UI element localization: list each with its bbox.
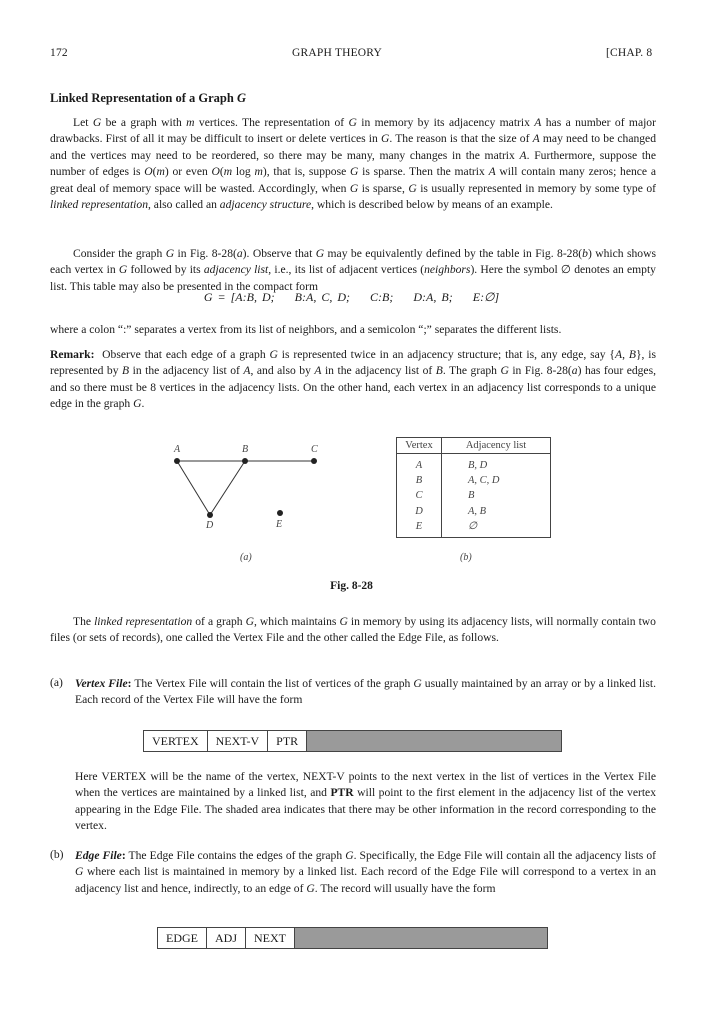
field-vertex: VERTEX (144, 731, 208, 751)
vertex-label-a: A (174, 444, 181, 455)
shaded-area (295, 928, 547, 948)
subcaption-b: (b) (460, 552, 472, 563)
chapter-label: [CHAP. 8 (606, 47, 653, 59)
table-cell-adjacency: ∅ (468, 520, 478, 532)
paragraph-example: Consider the graph G in Fig. 8-28(a). Observe that G may be equivalently defined by the table in Fig. 8-28(b) which shows each vertex in G followed by its adjacency list, i.e., its list of adjacent vertices (neighbors). Here the symbol ∅ denotes an empty list. This table may also be presented in the compact form (50, 247, 656, 293)
vertex-label-c: C (311, 444, 318, 455)
subcaption-a: (a) (240, 552, 252, 563)
table-cell-vertex: C (397, 488, 442, 503)
running-title: GRAPH THEORY (292, 47, 383, 59)
field-adj: ADJ (207, 928, 246, 948)
table-cell-adjacency: B, D (468, 460, 488, 471)
paragraph-separators: where a colon “:” separates a vertex from its list of neighbors, and a semicolon “;” separates the different lists. (50, 323, 562, 336)
list-item-vertex-file: Vertex File: The Vertex File will contain the list of vertices of the graph G usually maintained by an array or by a linked list. Each record of the Vertex File will have the form (75, 677, 656, 707)
table-cell-vertex: E (397, 519, 442, 538)
section-title: Linked Representation of a Graph G (50, 91, 246, 105)
paragraph-remark: Remark: Observe that each edge of a graph G is represented twice in an adjacency structure; that is, any edge, say {A, B}, is represented by B in the adjacency list of A, and also by A in the adjacency list of B. The graph G in Fig. 8-28(a) has four edges, and so there must be 8 vertices in the adjacency lists. On the other hand, each vertex in an adjacency list corresponds to a unique edge in the graph G. (50, 348, 656, 411)
edge-a-d (177, 461, 210, 515)
vertex-label-e: E (276, 519, 283, 530)
table-cell-vertex: D (397, 504, 442, 519)
vertex-b-dot (242, 458, 248, 464)
shaded-area (307, 731, 561, 751)
table-row (397, 519, 551, 538)
graph-figure (160, 440, 340, 540)
table-header-adjacency: Adjacency list (442, 438, 551, 454)
vertex-a-dot (174, 458, 180, 464)
field-next: NEXT (246, 928, 295, 948)
table-row (397, 504, 551, 519)
list-label-b: (b) (50, 848, 64, 861)
list-item-edge-file: Edge File: The Edge File contains the edges of the graph G. Specifically, the Edge File will contain all the adjacency lists of G where each list is maintained in memory by a linked list. Each record of the Edge File will correspond to a vertex in an adjacency list and hence, indirectly, to an edge of G. The record will usually have the form (75, 849, 657, 895)
vertex-label-b: B (242, 444, 249, 455)
figure-caption: Fig. 8-28 (330, 580, 373, 592)
table-row (397, 488, 551, 503)
table-cell-vertex: A (397, 454, 442, 474)
compact-form-formula: G = [A:B, D; B:A, C, D; C:B; D:A, B; E:∅] (203, 290, 500, 304)
vertex-d-dot (207, 512, 213, 518)
paragraph-vertex-fields: Here VERTEX will be the name of the vertex, NEXT-V points to the next vertex in the list of vertices in the Vertex File when the vertices are maintained by a linked list, and PTR will point to the first element in the adjacency list of the vertex appearing in the Edge File. The shaded area indicates that there may be other information in the record corresponding to the vertex. (75, 770, 656, 833)
edge-b-d (210, 461, 245, 515)
vertex-file-record (143, 730, 562, 752)
table-cell-adjacency: A, C, D (468, 475, 500, 487)
adjacency-table (396, 437, 551, 538)
table-row (397, 454, 551, 474)
field-edge: EDGE (158, 928, 207, 948)
vertex-e-dot (277, 510, 283, 516)
paragraph-linked: The linked representation of a graph G, which maintains G in memory by using its adjacency lists, will normally contain two files (or sets of records), one called the Vertex File and the other called the Edge File, as follows. (50, 615, 656, 645)
table-cell-adjacency: B (468, 490, 475, 502)
list-label-a: (a) (50, 676, 63, 689)
table-cell-vertex: B (397, 473, 442, 488)
edge-file-record (157, 927, 548, 949)
vertex-c-dot (311, 458, 317, 464)
paragraph-intro: Let G be a graph with m vertices. The representation of G in memory by its adjacency matrix A has a number of major drawbacks. First of all it may be difficult to insert or delete vertices in G. The reason is that the size of A may need to be changed and the vertices may need to be reordered, so there may be many, many changes in the matrix A. Furthermore, suppose the number of edges is O(m) or even O(m log m), that is, suppose G is sparse. Then the matrix A will contain many zeros; hence a great deal of memory space will be wasted. Accordingly, when G is sparse, G is usually represented in memory by some type of linked representation, also called an adjacency structure, which is described below by means of an example. (50, 116, 657, 212)
table-cell-adjacency: A, B (468, 505, 487, 517)
field-next-v: NEXT-V (208, 731, 269, 751)
table-header-vertex: Vertex (397, 438, 442, 454)
page-number: 172 (50, 47, 68, 59)
field-ptr: PTR (268, 731, 307, 751)
table-row (397, 473, 551, 488)
vertex-label-d: D (206, 520, 214, 531)
